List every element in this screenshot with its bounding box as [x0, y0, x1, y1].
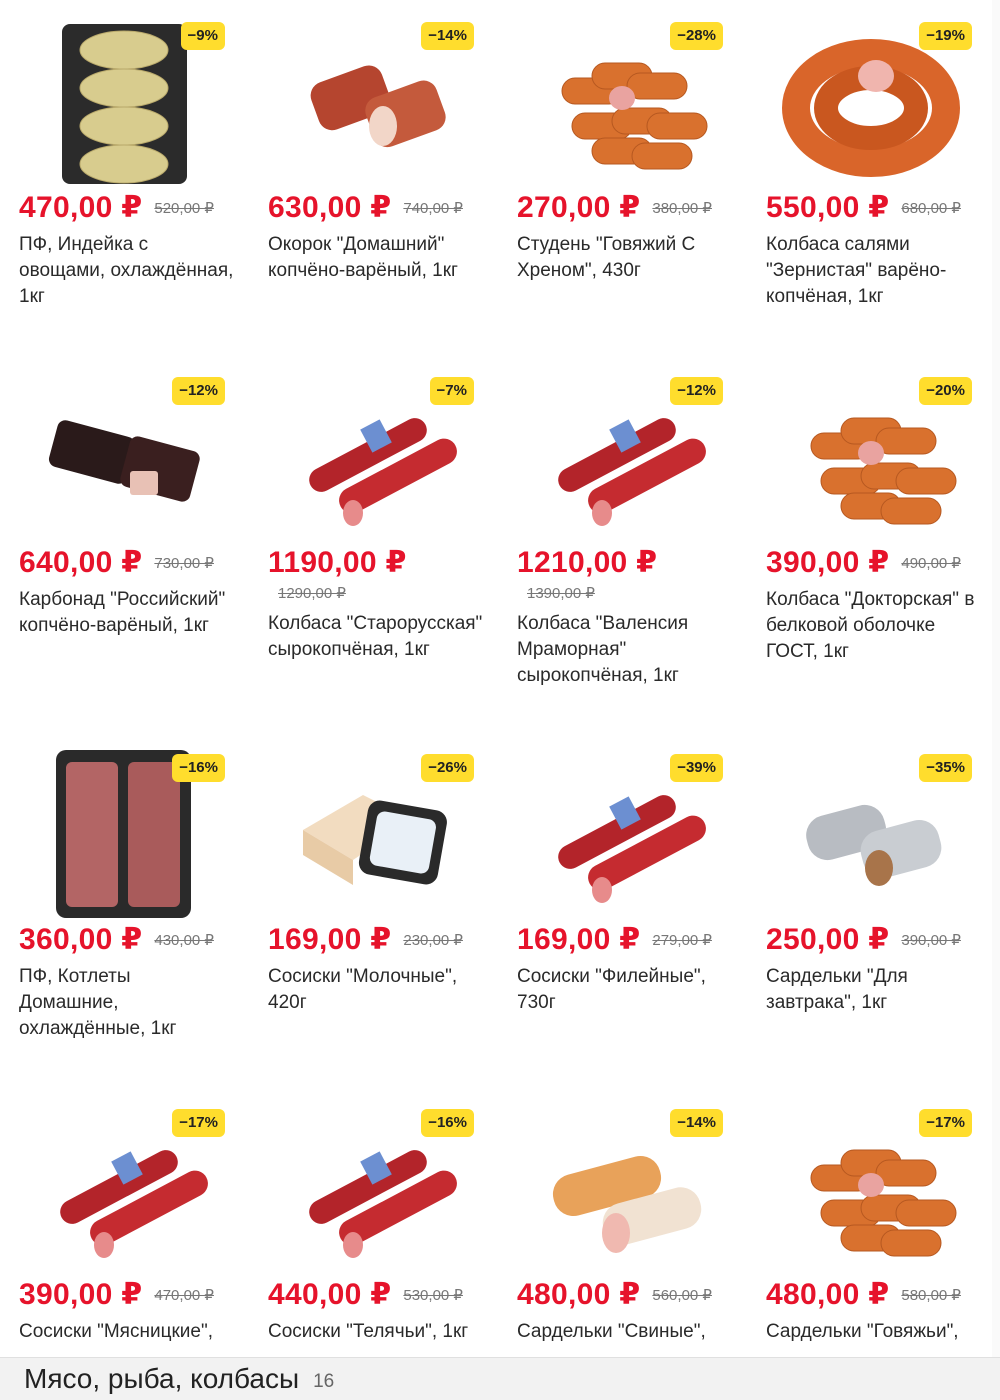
- product-name[interactable]: Сардельки "Говяжьи",: [766, 1321, 959, 1342]
- discount-badge: −17%: [919, 1109, 972, 1137]
- discount-badge: −20%: [919, 377, 972, 405]
- old-price: 1290,00 ₽: [278, 585, 346, 602]
- price-line: [517, 190, 742, 225]
- price-line: [766, 922, 991, 957]
- price: 550,00 ₽: [766, 191, 890, 224]
- discount-badge: −16%: [421, 1109, 474, 1137]
- product-name[interactable]: Колбаса "Валенсия Мраморная" сырокопчёная, 1кг: [517, 613, 689, 686]
- price: 1190,00 ₽: [268, 546, 407, 579]
- price: 1210,00 ₽: [517, 546, 658, 579]
- price: 440,00 ₽: [268, 1278, 392, 1311]
- price: 470,00 ₽: [19, 191, 143, 224]
- product-name[interactable]: Сардельки "Свиные",: [517, 1321, 706, 1342]
- price: 630,00 ₽: [268, 191, 392, 224]
- category-count: 16: [313, 1371, 335, 1392]
- product-card[interactable]: [498, 1087, 747, 1400]
- product-card[interactable]: [0, 0, 249, 350]
- old-price: 390,00 ₽: [901, 932, 961, 949]
- discount-badge: −14%: [421, 22, 474, 50]
- price: 640,00 ₽: [19, 546, 143, 579]
- price-line: [517, 1277, 742, 1312]
- product-card[interactable]: [0, 1087, 249, 1400]
- discount-badge: −14%: [670, 1109, 723, 1137]
- old-price: 490,00 ₽: [901, 555, 961, 572]
- discount-badge: −9%: [181, 22, 225, 50]
- price: 169,00 ₽: [268, 923, 392, 956]
- price-line: [766, 1277, 991, 1312]
- discount-badge: −12%: [670, 377, 723, 405]
- product-card[interactable]: [0, 355, 249, 705]
- product-card[interactable]: [747, 732, 996, 1082]
- old-price: 560,00 ₽: [652, 1287, 712, 1304]
- price: 480,00 ₽: [766, 1278, 890, 1311]
- product-name[interactable]: Карбонад "Российский" копчёно-варёный, 1кг: [19, 589, 226, 636]
- product-card[interactable]: [747, 355, 996, 705]
- old-price: 580,00 ₽: [901, 1287, 961, 1304]
- price-line: [517, 922, 742, 957]
- discount-badge: −26%: [421, 754, 474, 782]
- price-line: [268, 1277, 493, 1312]
- discount-badge: −7%: [430, 377, 474, 405]
- price: 390,00 ₽: [19, 1278, 143, 1311]
- price-line: [268, 545, 493, 602]
- discount-badge: −12%: [172, 377, 225, 405]
- old-price: 530,00 ₽: [403, 1287, 463, 1304]
- old-price: 279,00 ₽: [652, 932, 712, 949]
- product-name[interactable]: Колбаса "Старорусская" сырокопчёная, 1кг: [268, 613, 483, 660]
- old-price: 430,00 ₽: [154, 932, 214, 949]
- old-price: 380,00 ₽: [652, 200, 712, 217]
- product-name[interactable]: Сардельки "Для завтрака", 1кг: [766, 966, 908, 1013]
- product-card[interactable]: [249, 732, 498, 1082]
- old-price: 470,00 ₽: [154, 1287, 214, 1304]
- price-line: [19, 922, 244, 957]
- old-price: 520,00 ₽: [154, 200, 214, 217]
- price-line: [766, 545, 991, 580]
- price: 390,00 ₽: [766, 546, 890, 579]
- price-line: [19, 545, 244, 580]
- product-name[interactable]: Сосиски "Мясницкие",: [19, 1321, 213, 1342]
- category-bar: [0, 1357, 1000, 1400]
- discount-badge: −28%: [670, 22, 723, 50]
- product-card[interactable]: [0, 732, 249, 1082]
- discount-badge: −39%: [670, 754, 723, 782]
- price-line: [19, 1277, 244, 1312]
- product-card[interactable]: [747, 0, 996, 350]
- product-name[interactable]: Сосиски "Молочные", 420г: [268, 966, 458, 1013]
- product-card[interactable]: [498, 0, 747, 350]
- product-card[interactable]: [498, 355, 747, 705]
- product-name[interactable]: ПФ, Котлеты Домашние, охлаждённые, 1кг: [19, 966, 177, 1039]
- price-line: [517, 545, 742, 602]
- product-card[interactable]: [498, 732, 747, 1082]
- old-price: 740,00 ₽: [403, 200, 463, 217]
- price-line: [268, 922, 493, 957]
- old-price: 680,00 ₽: [901, 200, 961, 217]
- price: 270,00 ₽: [517, 191, 641, 224]
- product-name[interactable]: Колбаса салями "Зернистая" варёно-копчёная, 1кг: [766, 234, 947, 307]
- price: 169,00 ₽: [517, 923, 641, 956]
- price: 480,00 ₽: [517, 1278, 641, 1311]
- product-name[interactable]: Окорок "Домашний" копчёно-варёный, 1кг: [268, 234, 458, 281]
- product-name[interactable]: Студень "Говяжий С Хреном", 430г: [517, 234, 696, 281]
- old-price: 730,00 ₽: [154, 555, 214, 572]
- price-line: [19, 190, 244, 225]
- discount-badge: −17%: [172, 1109, 225, 1137]
- product-card[interactable]: [249, 355, 498, 705]
- price-line: [766, 190, 991, 225]
- price: 360,00 ₽: [19, 923, 143, 956]
- discount-badge: −19%: [919, 22, 972, 50]
- product-card[interactable]: [747, 1087, 996, 1400]
- old-price: 230,00 ₽: [403, 932, 463, 949]
- price: 250,00 ₽: [766, 923, 890, 956]
- scrollbar[interactable]: [992, 0, 1000, 1357]
- price-line: [268, 190, 493, 225]
- product-name[interactable]: Колбаса "Докторская" в белковой оболочке ГОСТ, 1кг: [766, 589, 975, 662]
- category-title[interactable]: Мясо, рыба, колбасы: [24, 1363, 300, 1394]
- product-card[interactable]: [249, 1087, 498, 1400]
- discount-badge: −35%: [919, 754, 972, 782]
- product-card[interactable]: [249, 0, 498, 350]
- product-name[interactable]: Сосиски "Филейные", 730г: [517, 966, 706, 1013]
- product-name[interactable]: Сосиски "Телячьи", 1кг: [268, 1321, 469, 1342]
- old-price: 1390,00 ₽: [527, 585, 595, 602]
- discount-badge: −16%: [172, 754, 225, 782]
- product-name[interactable]: ПФ, Индейка с овощами, охлаждённая, 1кг: [19, 234, 234, 307]
